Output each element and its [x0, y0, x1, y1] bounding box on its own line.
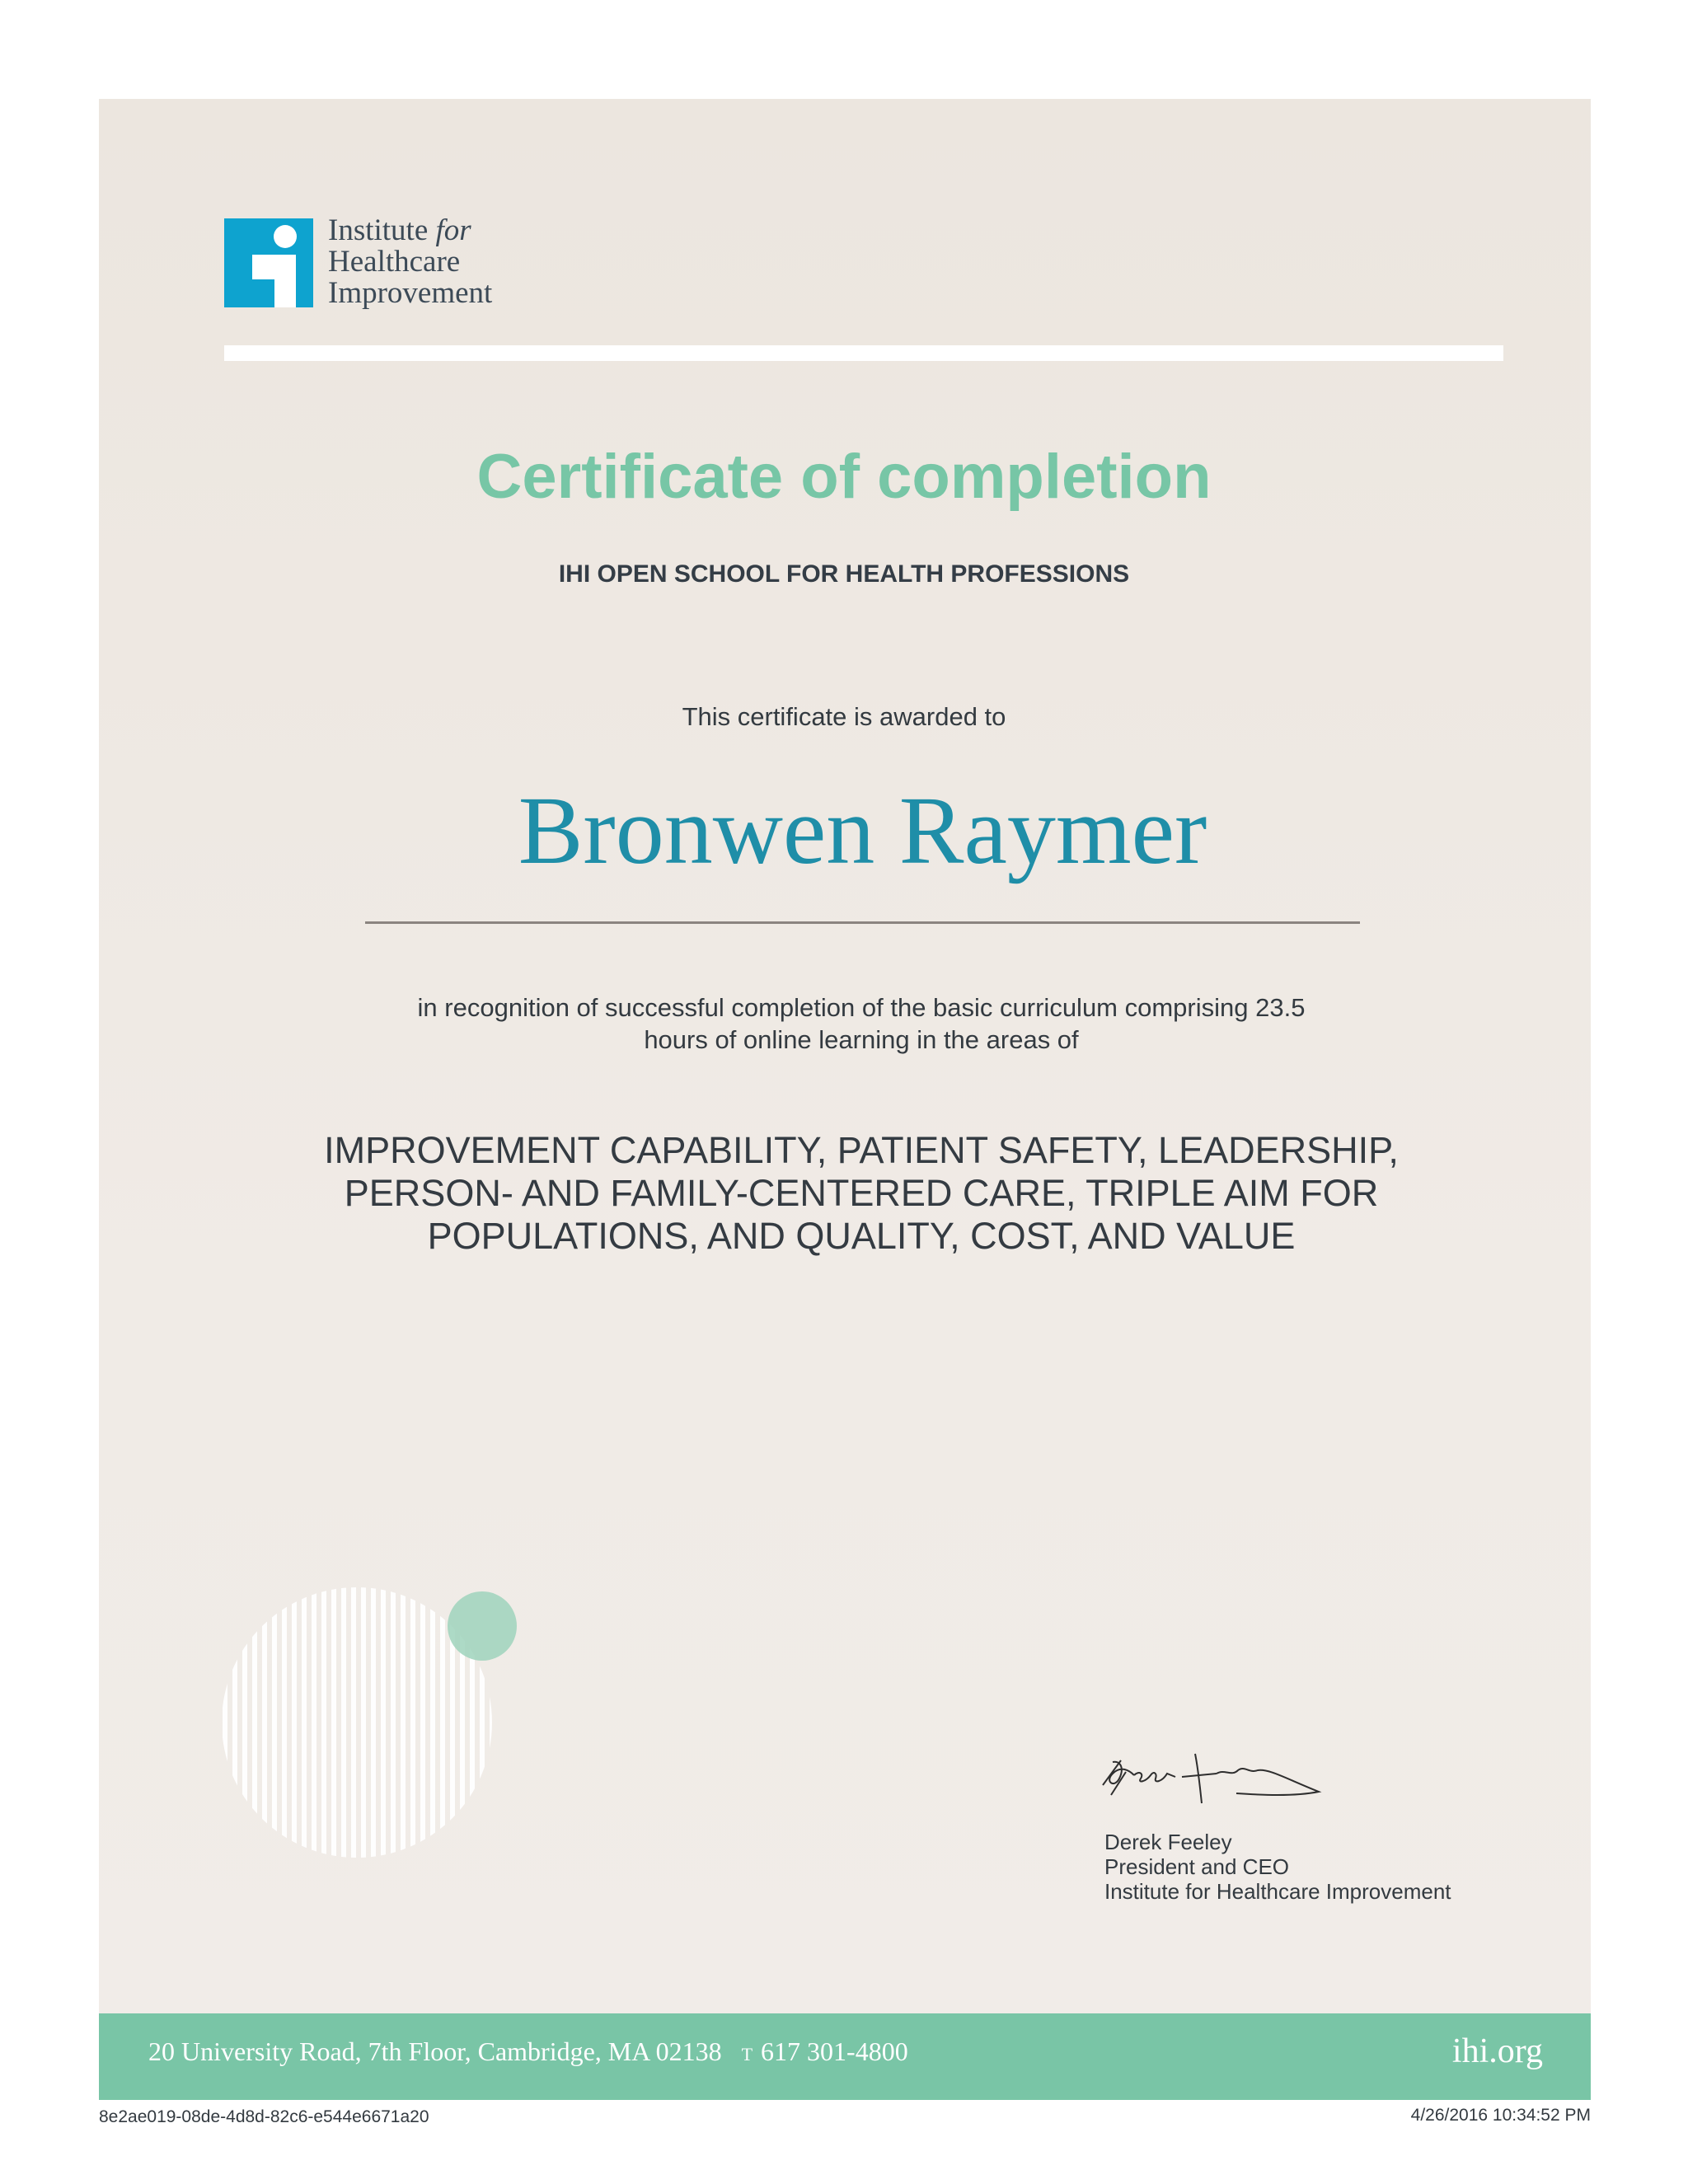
phone-prefix: T — [741, 2044, 753, 2064]
name-underline — [365, 921, 1360, 924]
signatory-block — [1104, 1830, 1451, 1904]
logo-line1: Institute — [328, 213, 429, 247]
striped-circle-decoration — [223, 1586, 528, 1863]
footer-phone: 617 301-4800 — [761, 2036, 908, 2066]
logo-line3: Improvement — [328, 276, 493, 310]
areas-line-3: POPULATIONS, AND QUALITY, COST, AND VALUE — [427, 1215, 1296, 1257]
curriculum-areas — [206, 1129, 1517, 1258]
awarded-text: This certificate is awarded to — [682, 702, 1006, 731]
signatory-name: Derek Feeley — [1104, 1830, 1232, 1854]
logo-line2: Healthcare — [328, 245, 461, 279]
ihi-logo — [224, 213, 521, 310]
footer-address-block — [148, 2036, 908, 2067]
logo-line1-italic: for — [435, 213, 471, 247]
header-divider — [224, 345, 1503, 361]
certificate-subtitle: IHI OPEN SCHOOL FOR HEALTH PROFESSIONS — [558, 560, 1130, 588]
areas-line-1: IMPROVEMENT CAPABILITY, PATIENT SAFETY, LEADERSHIP, — [324, 1129, 1399, 1171]
footer-bar — [99, 2013, 1591, 2100]
areas-line-2: PERSON- AND FAMILY-CENTERED CARE, TRIPLE AIM FOR — [344, 1172, 1379, 1214]
signatory-title: President and CEO — [1104, 1854, 1290, 1879]
issued-datetime: 4/26/2016 10:34:52 PM — [1410, 2106, 1591, 2125]
recognition-line-1: in recognition of successful completion of the basic curriculum comprising 23.5 — [417, 993, 1306, 1022]
recognition-text — [330, 991, 1393, 1056]
logo-wordmark — [328, 215, 492, 309]
signatory-organization: Institute for Healthcare Improvement — [1104, 1879, 1451, 1904]
certificate-title: Certificate of completion — [476, 442, 1212, 512]
certificate-id: 8e2ae019-08de-4d8d-82c6-e544e6671a20 — [99, 2107, 429, 2126]
signature-image — [1096, 1746, 1343, 1832]
footer-website-link[interactable]: ihi.org — [1451, 2032, 1543, 2070]
ihi-logo-icon — [224, 218, 313, 307]
recognition-line-2: hours of online learning in the areas of — [644, 1025, 1079, 1054]
footer-address: 20 University Road, 7th Floor, Cambridge, MA 02138 — [148, 2036, 722, 2066]
recipient-name: Bronwen Raymer — [518, 776, 1207, 884]
